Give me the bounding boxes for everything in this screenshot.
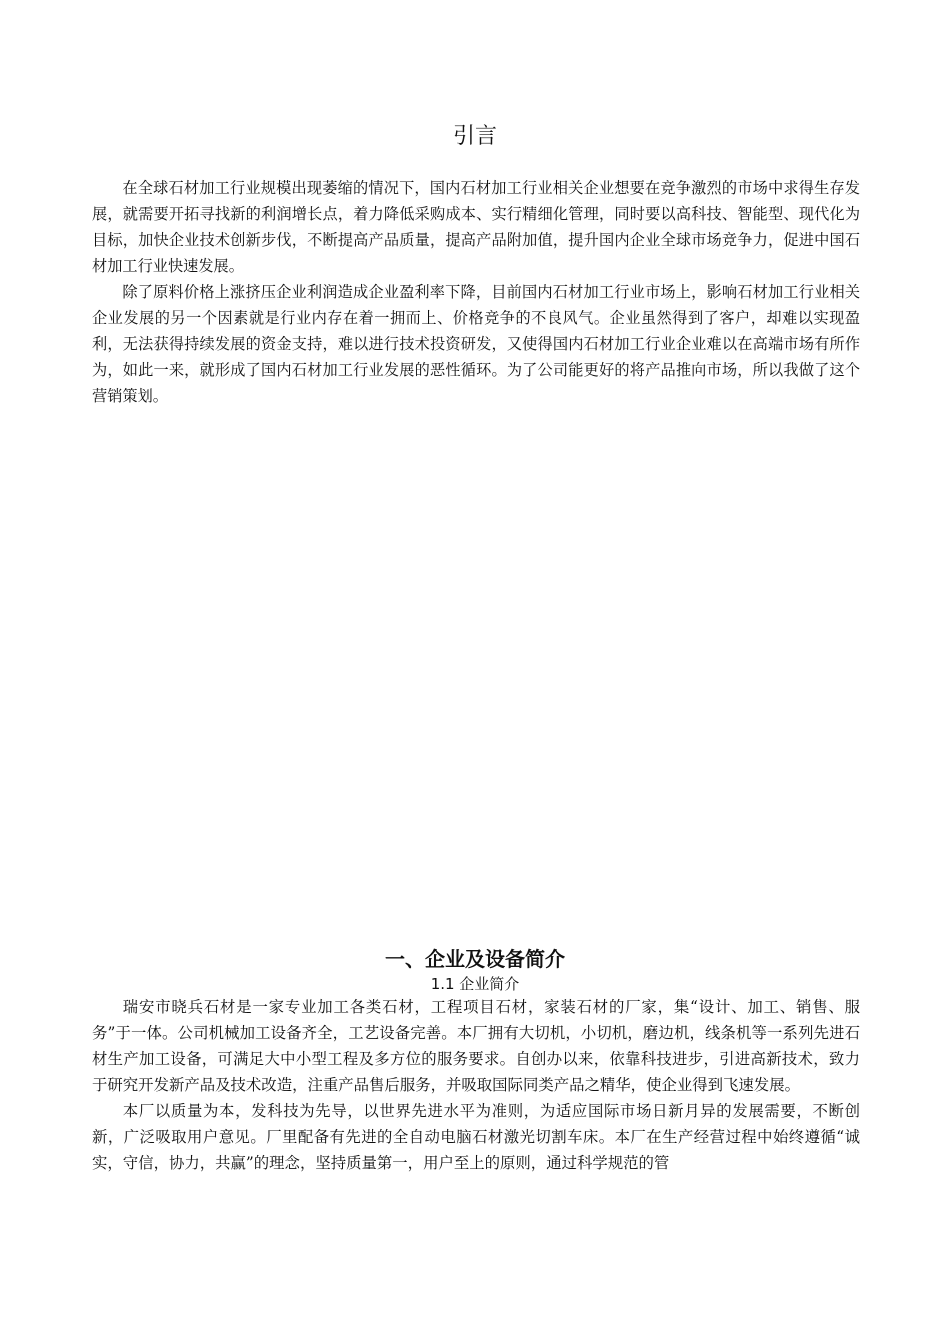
intro-paragraph-1: 在全球石材加工行业规模出现萎缩的情况下，国内石材加工行业相关企业想要在竞争激烈的市场中求得生存发展，就需要开拓寻找新的利润增长点，着力降低采购成本、实行精细化管理，同时要以高科技、智能型、现代化为目标，加快企业技术创新步伐，不断提高产品质量，提高产品附加值，提升国内企业全球市场竞争力，促进中国石材加工行业快速发展。 <box>92 179 860 275</box>
intro-paragraph-2: 除了原料价格上涨挤压企业利润造成企业盈利率下降，目前国内石材加工行业市场上，影响石材加工行业相关企业发展的另一个因素就是行业内存在着一拥而上、价格竞争的不良风气。企业虽然得到了客户，却难以实现盈利，无法获得持续发展的资金支持，难以进行技术投资研发，又使得国内石材加工行业企业难以在高端市场有所作为，如此一来，就形成了国内石材加工行业发展的恶性循环。为了公司能更好的将产品推向市场，所以我做了这个营销策划。 <box>92 283 860 405</box>
company-paragraph-1: 瑞安市晓兵石材是一家专业加工各类石材，工程项目石材，家装石材的厂家，集“设计、加工、销售、服务”于一体。公司机械加工设备齐全，工艺设备完善。本厂拥有大切机，小切机，磨边机，线条机等一系列先进石材生产加工设备，可满足大中小型工程及多方位的服务要求。自创办以来，依靠科技进步，引进高新技术，致力于研究开发新产品及技术改造，注重产品售后服务，并吸取国际同类产品之精华，使企业得到飞速发展。 <box>92 998 860 1094</box>
company-paragraph-2: 本厂以质量为本，发科技为先导，以世界先进水平为准则，为适应国际市场日新月异的发展需要，不断创新，广泛吸取用户意见。厂里配备有先进的全自动电脑石材激光切割车床。本厂在生产经营过程中始终遵循“诚实，守信，协力，共赢”的理念，坚持质量第一，用户至上的原则，通过科学规范的管 <box>92 1102 860 1172</box>
section-title: 一、企业及设备简介 <box>385 947 565 971</box>
intro-title: 引言 <box>452 124 497 149</box>
intro-body <box>92 175 860 409</box>
subsection-title: 1.1 企业简介 <box>430 975 520 993</box>
company-intro-body <box>92 994 860 1176</box>
